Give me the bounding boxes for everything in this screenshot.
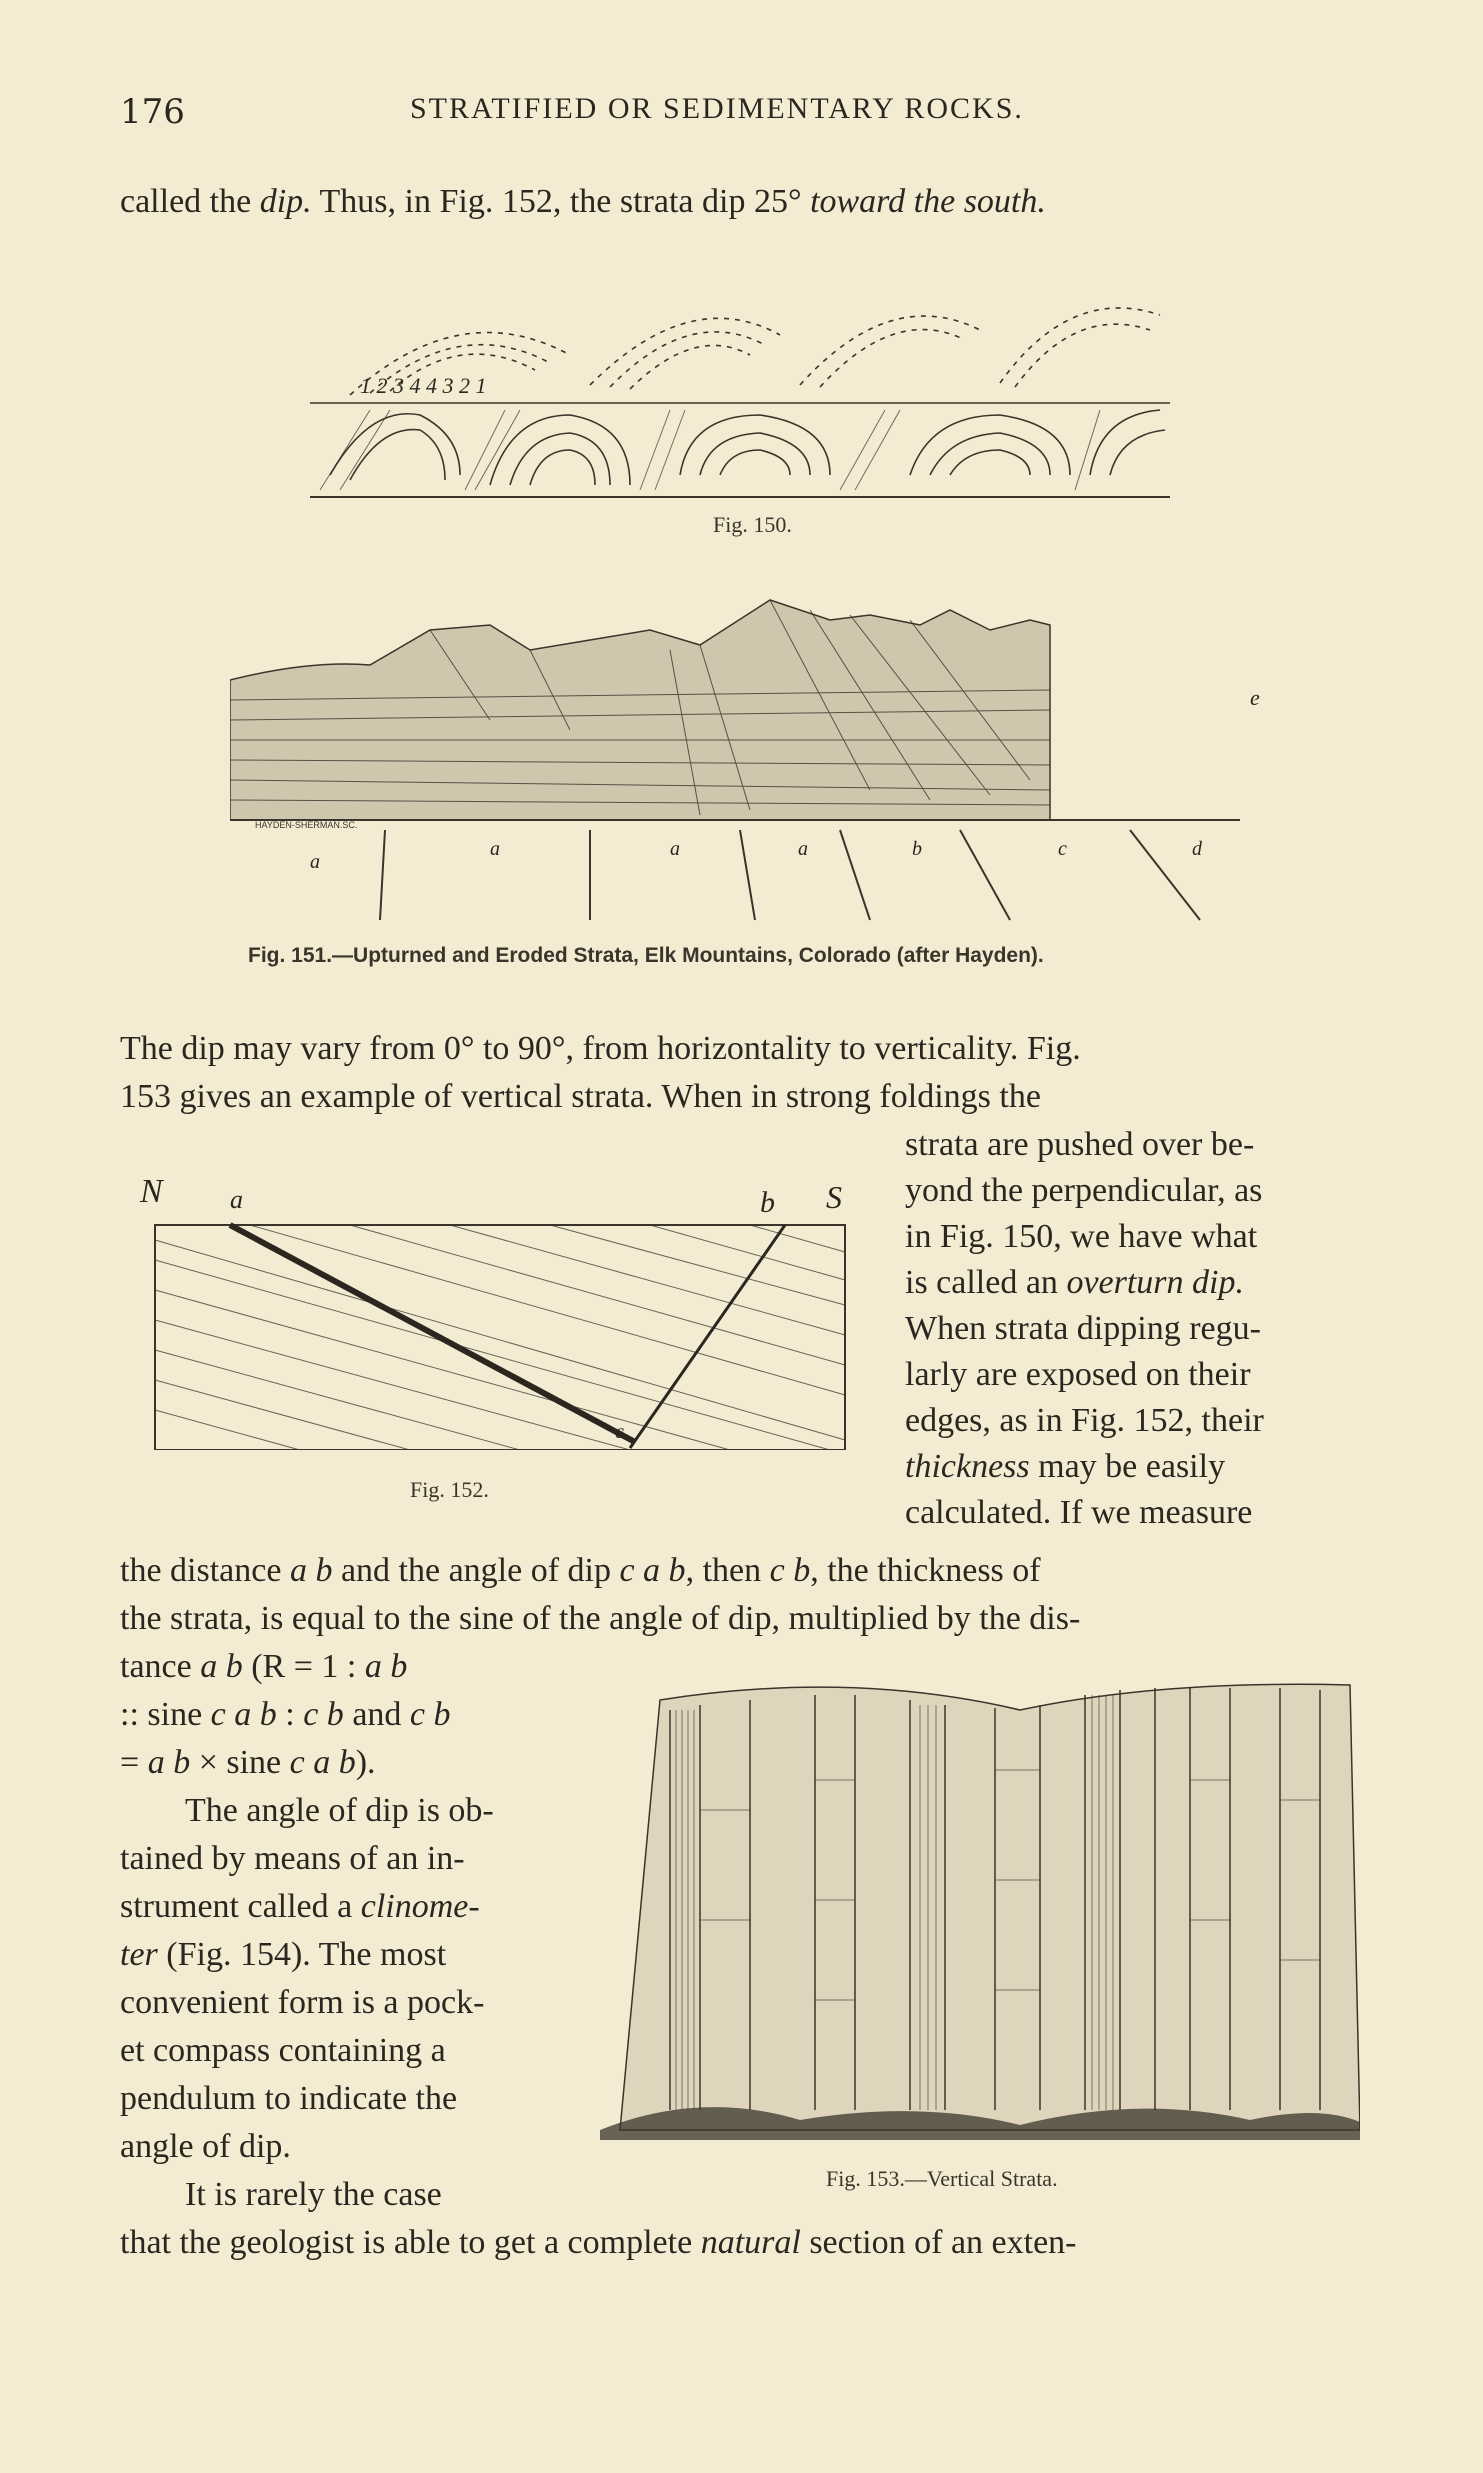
fig151-caption: Fig. 151.—Upturned and Eroded Strata, Elk Mountains, Colorado (after Hayden).	[248, 944, 1044, 967]
paragraph-line: The dip may vary from 0° to 90°, from horizontality to verticality. Fig.	[120, 1030, 1081, 1067]
paragraph-line: thickness may be easily	[905, 1448, 1226, 1485]
paragraph-line: larly are exposed on their	[905, 1356, 1251, 1393]
paragraph-line: the strata, is equal to the sine of the angle of dip, multiplied by the dis-	[120, 1600, 1081, 1637]
paragraph-line: called the dip. Thus, in Fig. 152, the strata dip 25° toward the south.	[120, 183, 1046, 220]
label-c: c	[1058, 838, 1067, 860]
paragraph-line: ter (Fig. 154). The most	[120, 1936, 447, 1973]
running-title: STRATIFIED OR SEDIMENTARY ROCKS.	[410, 92, 1024, 125]
label-a1: a	[310, 851, 320, 873]
paragraph-line: When strata dipping regu-	[905, 1310, 1261, 1347]
label-S: S	[826, 1179, 842, 1215]
paragraph-line: et compass containing a	[120, 2032, 446, 2069]
paragraph-line: the distance a b and the angle of dip c a b, then c b, the thickness of	[120, 1552, 1041, 1589]
paragraph-line: strument called a clinome-	[120, 1888, 480, 1925]
label-b: b	[760, 1186, 775, 1219]
paragraph-line: angle of dip.	[120, 2128, 291, 2165]
fold-numbers: 1 2 3 4 4 3 2 1	[360, 373, 487, 398]
label-e: e	[1250, 685, 1260, 710]
fig152-caption: Fig. 152.	[410, 1477, 489, 1502]
figure-152	[130, 1160, 870, 1450]
paragraph-line: in Fig. 150, we have what	[905, 1218, 1258, 1255]
label-a2: a	[490, 838, 500, 860]
label-N: N	[140, 1173, 163, 1210]
label-a: a	[230, 1185, 243, 1214]
fig153-caption: Fig. 153.—Vertical Strata.	[826, 2166, 1058, 2191]
engraver-mark: HAYDEN-SHERMAN.SC.	[255, 820, 358, 830]
paragraph-line: tance a b (R = 1 : a b	[120, 1648, 408, 1685]
figure-153	[600, 1660, 1360, 2160]
figure-151	[230, 590, 1270, 930]
paragraph-line: that the geologist is able to get a complete natural section of an exten-	[120, 2224, 1077, 2261]
paragraph-line: = a b × sine c a b).	[120, 1744, 376, 1781]
paragraph-line: is called an overturn dip.	[905, 1264, 1244, 1301]
paragraph-line: yond the perpendicular, as	[905, 1172, 1263, 1209]
label-a4: a	[798, 838, 808, 860]
paragraph-line: It is rarely the case	[185, 2176, 442, 2213]
paragraph-line: pendulum to indicate the	[120, 2080, 458, 2117]
paragraph-line: edges, as in Fig. 152, their	[905, 1402, 1264, 1439]
paragraph-line: 153 gives an example of vertical strata. When in strong foldings the	[120, 1078, 1041, 1115]
label-d: d	[1192, 838, 1202, 860]
paragraph-line: strata are pushed over be-	[905, 1126, 1255, 1163]
paragraph-line: calculated. If we measure	[905, 1494, 1253, 1531]
paragraph-line: tained by means of an in-	[120, 1840, 465, 1877]
paragraph-line: The angle of dip is ob-	[185, 1792, 494, 1829]
label-a3: a	[670, 838, 680, 860]
page-number: 176	[120, 92, 185, 132]
label-c: c	[615, 1421, 624, 1443]
paragraph-line: :: sine c a b : c b and c b	[120, 1696, 451, 1733]
paragraph-line: convenient form is a pock-	[120, 1984, 485, 2021]
fig150-caption: Fig. 150.	[713, 512, 792, 537]
figure-150	[310, 275, 1180, 505]
label-b: b	[912, 838, 922, 860]
